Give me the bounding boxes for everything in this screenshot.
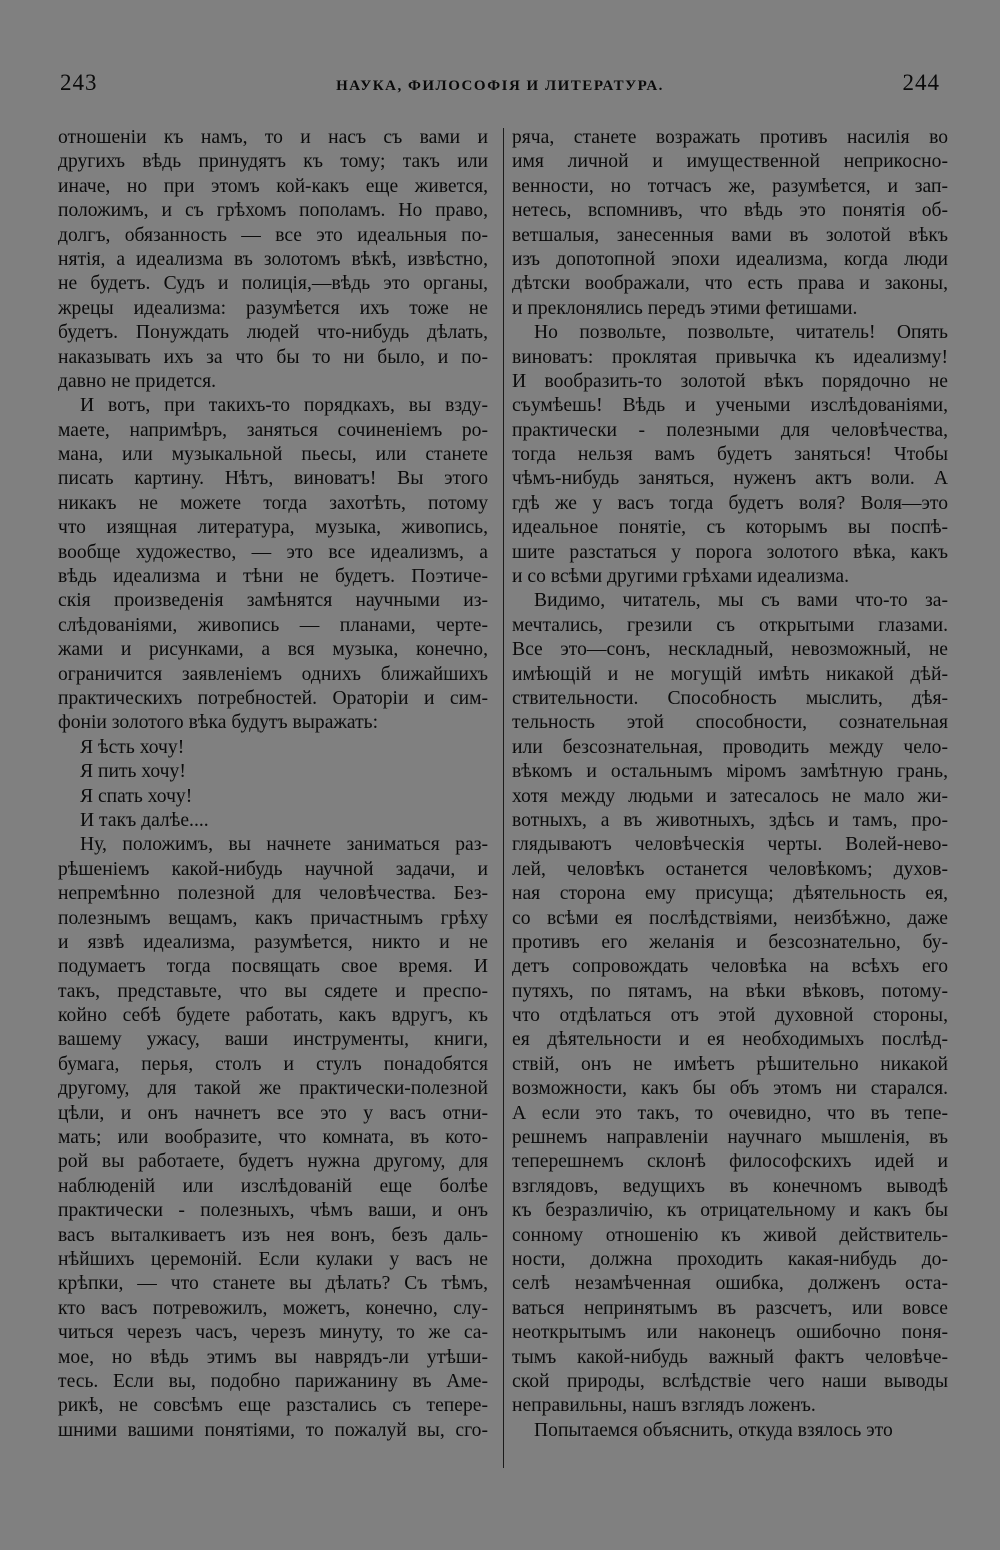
left-column-line: Я спать хочу! xyxy=(80,785,193,807)
left-column-line: вашему ужасу, ваши инструменты, книги, xyxy=(58,1029,488,1051)
right-column-line: путяхъ, по пятамъ, на вѣки вѣковъ, потому- xyxy=(512,980,948,1002)
right-column-line: виноватъ: проклятая привычка къ идеализму! xyxy=(512,346,948,368)
left-column-line: иначе, но при этомъ кой-какъ еще живется, xyxy=(58,175,488,197)
right-column-line: шите разстаться у порога золотого вѣка, какъ xyxy=(512,541,948,563)
left-column-line: будетъ. Понуждать людей что-нибудь дѣлать, xyxy=(58,322,488,344)
left-column-line: никакъ не можете тогда захотѣть, потому xyxy=(58,492,488,514)
column-divider xyxy=(503,128,504,1468)
right-column-line: А если это такъ, то очевидно, что въ тепе- xyxy=(512,1102,948,1124)
left-column-line: наблюденій или изслѣдованій еще болѣе xyxy=(58,1175,488,1197)
right-column-line: тельность этой способности, сознательная xyxy=(512,712,948,734)
right-column-line: имѣющій и не могущій имѣть никакой дѣй- xyxy=(512,663,948,685)
right-column-line: противъ его желанія и безсознательно, бу- xyxy=(512,931,948,953)
right-column-line: гдѣ же у васъ тогда будетъ воля? Воля—это xyxy=(512,492,948,514)
right-column-line: ваться непринятымъ въ разсчетъ, или вовсе xyxy=(512,1297,948,1319)
right-column-line: изъ допотопной эпохи идеализма, когда люди xyxy=(512,248,948,270)
right-column-line: Но позвольте, позвольте, читатель! Опять xyxy=(534,322,948,344)
right-column-line: къ безразличію, къ отрицательному и какъ бы xyxy=(512,1200,948,1222)
right-column-line: селѣ незамѣченная ошибка, долженъ оста- xyxy=(512,1273,948,1295)
right-column-line: ности, должна проходить какая-нибудь до- xyxy=(512,1248,948,1270)
left-column-line: давно не придется. xyxy=(58,370,217,392)
left-column-line: такъ, представьте, что вы сядете и преспо- xyxy=(58,980,488,1002)
left-column-line: рѣшеніемъ какой-нибудь научной задачи, и xyxy=(58,858,488,880)
left-column-line: ограничится заявленіемъ однихъ ближайшихъ xyxy=(58,663,488,685)
right-column-line: неправильны, нашъ взглядъ ложенъ. xyxy=(512,1395,816,1417)
right-column-line: хотя между людьми и затесалось не мало жи- xyxy=(512,785,948,807)
left-column-line: наказывать ихъ за что бы то ни было, и по- xyxy=(58,346,488,368)
right-column-line: неоткрытымъ или наконецъ ошибочно поня- xyxy=(512,1322,948,1344)
left-column-line: что изящная литература, музыка, живопись, xyxy=(58,517,488,539)
left-column-line: И такъ далѣе.... xyxy=(80,809,209,831)
running-title: НАУКА, ФИЛОСОФІЯ И ЛИТЕРАТУРА. xyxy=(336,78,664,94)
right-column-line: Попытаемся объяснить, откуда взялось это xyxy=(534,1419,893,1441)
left-column-line: бумага, перья, столъ и стулъ понадобятся xyxy=(58,1053,488,1075)
right-column-line: чѣмъ-нибудь заняться, нуженъ актъ воли. А xyxy=(512,468,948,490)
left-column-line: вообще художество, — это все идеализмъ, а xyxy=(58,541,488,563)
right-column-line: или безсознательная, проводить между чело- xyxy=(512,736,948,758)
right-column-line: решнемъ направленіи научнаго мышленія, въ xyxy=(512,1127,948,1149)
right-column-line: ской природы, вслѣдствіе чего наши выводы xyxy=(512,1370,948,1392)
right-column-line: теперешнемъ склонѣ философскихъ идей и xyxy=(512,1151,948,1173)
right-column-line: дѣтски воображали, что есть права и законы, xyxy=(512,273,948,295)
right-column-line: Все это—сонъ, нескладный, невозможный, не xyxy=(512,639,948,661)
left-column-line: полезнымъ вещамъ, какъ причастнымъ грѣху xyxy=(58,907,488,929)
left-column-line: рой вы работаете, будетъ нужна другому, для xyxy=(58,1151,488,1173)
right-column-line: практически - полезными для человѣчества, xyxy=(512,419,948,441)
left-column-line: жами и рисунками, а вся музыка, конечно, xyxy=(58,639,488,661)
right-column-line: возможности, какъ бы объ этомъ ни старался. xyxy=(512,1078,948,1100)
right-column-line: детъ сопровождать человѣка на всѣхъ его xyxy=(512,956,948,978)
right-column-line: сонному отношенію къ живой действитель- xyxy=(512,1224,948,1246)
right-column-line: вотныхъ, а въ животныхъ, здѣсь и тамъ, про- xyxy=(512,809,948,831)
left-column-line: слѣдованіями, живопись — планами, черте- xyxy=(58,614,488,636)
right-column-line: ветшалыя, занесенныя вами въ золотой вѣкъ xyxy=(512,224,948,246)
left-column-line: не будетъ. Судъ и полиція,—вѣдь это органы, xyxy=(58,273,488,295)
left-column-line: мое, но вѣдь этимъ вы наврядъ-ли утѣши- xyxy=(58,1346,488,1368)
left-column-line: практическихъ потребностей. Ораторіи и сим- xyxy=(58,687,488,709)
left-column-line: отношеніи къ намъ, то и насъ съ вами и xyxy=(58,127,488,148)
left-column-line: цѣли, и онъ начнетъ все это у васъ отни- xyxy=(58,1102,488,1124)
left-column-line: шними вашими понятіями, то пожалуй вы, сго- xyxy=(58,1419,488,1441)
left-column-line: Я ѣсть хочу! xyxy=(80,736,185,758)
right-column-line: и со всѣми другими грѣхами идеализма. xyxy=(512,566,849,588)
left-column-line: другихъ вѣдь принудятъ къ тому; такъ или xyxy=(58,151,488,173)
right-column-line: лей, человѣкъ останется человѣкомъ; духов- xyxy=(512,858,948,880)
left-text-column xyxy=(58,126,488,1443)
left-column-line: койно себѣ будете работать, какъ вдругъ, къ xyxy=(58,1005,488,1027)
left-column-line: нѣйшихъ церемоній. Если кулаки у васъ не xyxy=(58,1248,488,1270)
right-column-line: мечтались, грезили съ открытыми глазами. xyxy=(512,614,948,636)
left-column-line: мана, или музыкальной пьесы, или станете xyxy=(58,444,488,466)
left-column-line: Я пить хочу! xyxy=(80,761,186,783)
left-column-line: и язвѣ идеализма, разумѣется, никто и не xyxy=(58,931,488,953)
left-column-line: маете, напримѣръ, заняться сочиненіемъ ро- xyxy=(58,419,488,441)
left-column-line: фоніи золотого вѣка будутъ выражать: xyxy=(58,712,379,734)
left-column-line: непремѣнно полезной для человѣчества. Без- xyxy=(58,883,488,905)
left-column-line: скія произведенія замѣнятся научными из- xyxy=(58,590,488,612)
left-column-line: крѣпки, — что станете вы дѣлать? Съ тѣмъ, xyxy=(58,1273,488,1295)
left-column-line: рикѣ, не совсѣмъ еще разстались съ теперe- xyxy=(58,1395,488,1417)
right-column-line: что отдѣлаться отъ этой духовной стороны, xyxy=(512,1005,948,1027)
left-column-line: тесь. Если вы, подобно парижанину въ Амe- xyxy=(58,1370,488,1392)
left-column-line: другому, для такой же практически-полезной xyxy=(58,1078,488,1100)
right-column-line: ряча, станете возражать противъ насилія во xyxy=(512,127,948,148)
right-column-line: нетесь, вспомнивъ, что вѣдь это понятія об- xyxy=(512,200,948,222)
right-column-line: ея дѣятельности и ея необходимыхъ послѣд- xyxy=(512,1029,948,1051)
right-column-line: идеальное понятіе, съ которымъ вы поспѣ- xyxy=(512,517,948,539)
left-column-line: мать; или вообразите, что комната, въ кото- xyxy=(58,1127,488,1149)
right-column-line: венности, но тотчасъ же, разумѣется, и зап- xyxy=(512,175,948,197)
right-column-line: ствительности. Способность мыслить, дѣя- xyxy=(512,687,948,709)
left-column-line: кто васъ потревожилъ, можетъ, конечно, слу- xyxy=(58,1297,488,1319)
left-column-line: вѣдь идеализма и тѣни не будетъ. Поэтиче- xyxy=(58,566,488,588)
left-page-number: 243 xyxy=(60,70,98,95)
right-column-line: взглядовъ, ведущихъ въ конечномъ выводѣ xyxy=(512,1175,948,1197)
right-column-line: ная сторона ему присуща; дѣятельность ея, xyxy=(512,883,948,905)
left-column-line: долгъ, обязанность — все это идеальныя по- xyxy=(58,224,488,246)
left-column-line: И вотъ, при такихъ-то порядкахъ, вы взду- xyxy=(80,395,488,417)
right-page-number: 244 xyxy=(902,70,940,95)
left-column-line: читься черезъ часъ, черезъ минуту, то же са- xyxy=(58,1322,488,1344)
right-column-line: ствій, онъ не имѣетъ рѣшительно никакой xyxy=(512,1053,948,1075)
left-column-line: Ну, положимъ, вы начнете заниматься раз- xyxy=(80,834,488,856)
right-column-line: вѣкомъ и остальнымъ міромъ замѣтную грань, xyxy=(512,761,948,783)
right-column-line: со всѣми ея послѣдствіями, неизбѣжно, даже xyxy=(512,907,948,929)
right-column-line: глядываютъ человѣческія черты. Волей-нево- xyxy=(512,834,948,856)
left-column-line: практически - полезныхъ, чѣмъ ваши, и онъ xyxy=(58,1200,488,1222)
left-column-line: писать картину. Нѣтъ, виноватъ! Вы этого xyxy=(58,468,488,490)
right-column-line: тогда нельзя вамъ будетъ заняться! Чтобы xyxy=(512,444,948,466)
right-column-line: Видимо, читатель, мы съ вами что-то за- xyxy=(534,590,948,612)
left-column-line: положимъ, и съ грѣхомъ пополамъ. Но право, xyxy=(58,200,488,222)
left-column-line: васъ выталкиваетъ изъ нея вонъ, безъ даль- xyxy=(58,1224,488,1246)
right-column-line: съумѣешь! Вѣдь и учеными изслѣдованіями, xyxy=(512,395,948,417)
left-column-line: подумаетъ тогда посвящать свое время. И xyxy=(58,956,488,978)
left-column-line: жрецы идеализма: разумѣется ихъ тоже не xyxy=(58,297,488,319)
right-column-line: тымъ какой-нибудь важный фактъ человѣче- xyxy=(512,1346,948,1368)
right-column-line: И вообразить-то золотой вѣкъ порядочно не xyxy=(512,370,948,392)
left-column-line: нятія, а идеализма въ золотомъ вѣкѣ, извѣстно, xyxy=(58,248,488,270)
right-text-column xyxy=(512,126,948,1443)
right-column-line: имя личной и имущественной неприкосно- xyxy=(512,151,948,173)
right-column-line: и преклонялись передъ этими фетишами. xyxy=(512,297,858,319)
